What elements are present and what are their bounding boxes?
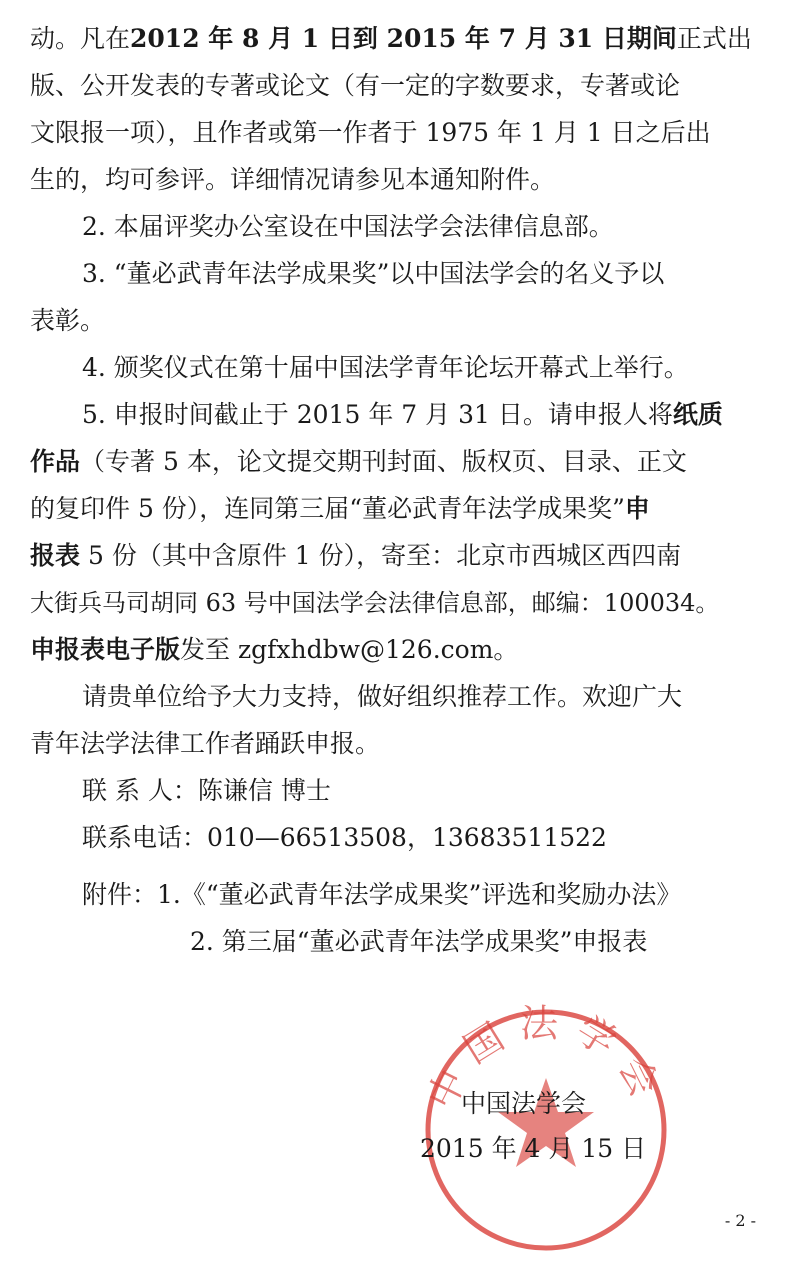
p1-line1 — [30, 22, 752, 56]
bold-text: 申报表电子版 — [30, 635, 181, 664]
p5-line6 — [30, 633, 518, 667]
p4-line: 4. 颁奖仪式在第十届中国法学青年论坛开幕式上举行。 — [82, 353, 689, 382]
page-number: - 2 - — [724, 1211, 756, 1230]
seal-text: 中国法学会 — [418, 1001, 674, 1116]
text: 的复印件 5 份），连同第三届“董必武青年法学成果奖” — [30, 494, 625, 523]
p5-line5: 大街兵马司胡同 63 号中国法学会法律信息部，邮编：100034。 — [30, 589, 720, 617]
text: 正式出 — [676, 24, 752, 53]
p5-line4 — [30, 539, 681, 573]
text: 动。凡在 — [30, 24, 131, 53]
text: 发至 zgfxhdbw@126.com。 — [180, 635, 519, 664]
p2-line: 2. 本届评奖办公室设在中国法学会法律信息部。 — [82, 212, 614, 241]
p3-line1: 3. “董必武青年法学成果奖”以中国法学会的名义予以 — [82, 259, 665, 288]
bold-text: 2012 年 8 月 1 日到 2015 年 7 月 31 日期间 — [130, 24, 677, 53]
bold-text: 报表 — [30, 541, 81, 570]
signature-org: 中国法学会 — [461, 1089, 587, 1118]
bold-text: 纸质 — [672, 400, 723, 429]
p5-line1 — [82, 398, 723, 432]
bold-text: 作品 — [30, 447, 81, 476]
text: （专著 5 本，论文提交期刊封面、版权页、目录、正文 — [80, 447, 687, 476]
attachment-2: 2. 第三届“董必武青年法学成果奖”申报表 — [190, 927, 648, 956]
signature-date: 2015 年 4 月 15 日 — [420, 1134, 647, 1163]
p5-line3 — [30, 492, 650, 526]
p1-line4: 生的，均可参评。详细情况请参见本通知附件。 — [30, 165, 556, 194]
attachment-1: 附件：1.《“董必武青年法学成果奖”评选和奖励办法》 — [82, 880, 682, 909]
contact-phone: 联系电话：010—66513508，13683511522 — [82, 823, 607, 852]
p6-line2: 青年法学法律工作者踊跃申报。 — [30, 729, 381, 758]
text: 5 份（其中含原件 1 份），寄至：北京市西城区西四南 — [80, 541, 682, 570]
p1-line2: 版、公开发表的专著或论文（有一定的字数要求，专著或论 — [30, 71, 681, 100]
bold-text: 申 — [624, 494, 650, 523]
p5-line2 — [30, 445, 687, 479]
contact-person: 联 系 人：陈谦信 博士 — [82, 776, 331, 805]
p3-line2: 表彰。 — [30, 306, 106, 335]
p6-line1: 请贵单位给予大力支持，做好组织推荐工作。欢迎广大 — [82, 682, 683, 711]
official-seal — [416, 1000, 676, 1260]
text: 5. 申报时间截止于 2015 年 7 月 31 日。请申报人将 — [82, 400, 673, 429]
p1-line3: 文限报一项），且作者或第一作者于 1975 年 1 月 1 日之后出 — [30, 118, 711, 147]
